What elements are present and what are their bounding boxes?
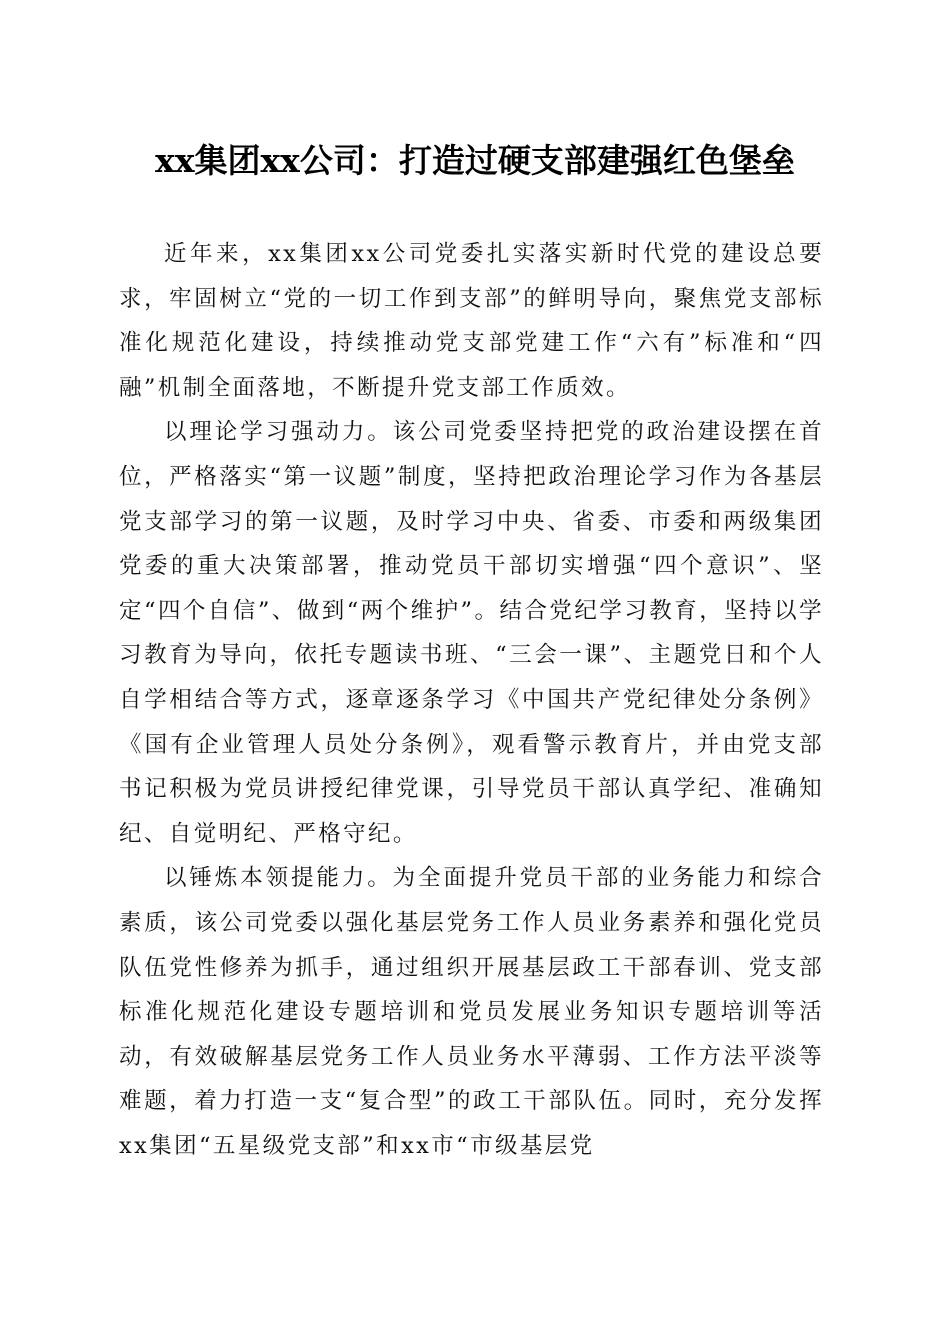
document-title: xx集团xx公司：打造过硬支部建强红色堡垒 xyxy=(155,141,795,180)
document-body xyxy=(119,232,824,1168)
paragraph-theory-study: 以理论学习强动力。该公司党委坚持把党的政治建设摆在首位，严格落实“第一议题”制度，坚持把政治理论学习作为各基层党支部学习的第一议题，及时学习中央、省委、市委和两级集团党委的重大决策部署，推动党员干部切实增强“四个意识”、坚定“四个自信”、做到“两个维护”。结合党纪学习教育，坚持以学习教育为导向，依托专题读书班、“三会一课”、主题党日和个人自学相结合等方式，逐章逐条学习《中国共产党纪律处分条例》《国有企业管理人员处分条例》，观看警示教育片，并由党支部书记积极为党员讲授纪律党课，引导党员干部认真学纪、准确知纪、自觉明纪、严格守纪。 xyxy=(119,419,824,847)
paragraph-skill-training: 以锤炼本领提能力。为全面提升党员干部的业务能力和综合素质，该公司党委以强化基层党务工作人员业务素养和强化党员队伍党性修养为抓手，通过组织开展基层政工干部春训、党支部标准化规范化建设专题培训和党员发展业务知识专题培训等活动，有效破解基层党务工作人员业务水平薄弱、工作方法平淡等难题，着力打造一支“复合型”的政工干部队伍。同时，充分发挥xx集团“五星级党支部”和xx市“市级基层党 xyxy=(119,865,824,1159)
paragraph-intro: 近年来，xx集团xx公司党委扎实落实新时代党的建设总要求，牢固树立“党的一切工作到支部”的鲜明导向，聚焦党支部标准化规范化建设，持续推动党支部党建工作“六有”标准和“四融”机制全面落地，不断提升党支部工作质效。 xyxy=(119,241,824,401)
